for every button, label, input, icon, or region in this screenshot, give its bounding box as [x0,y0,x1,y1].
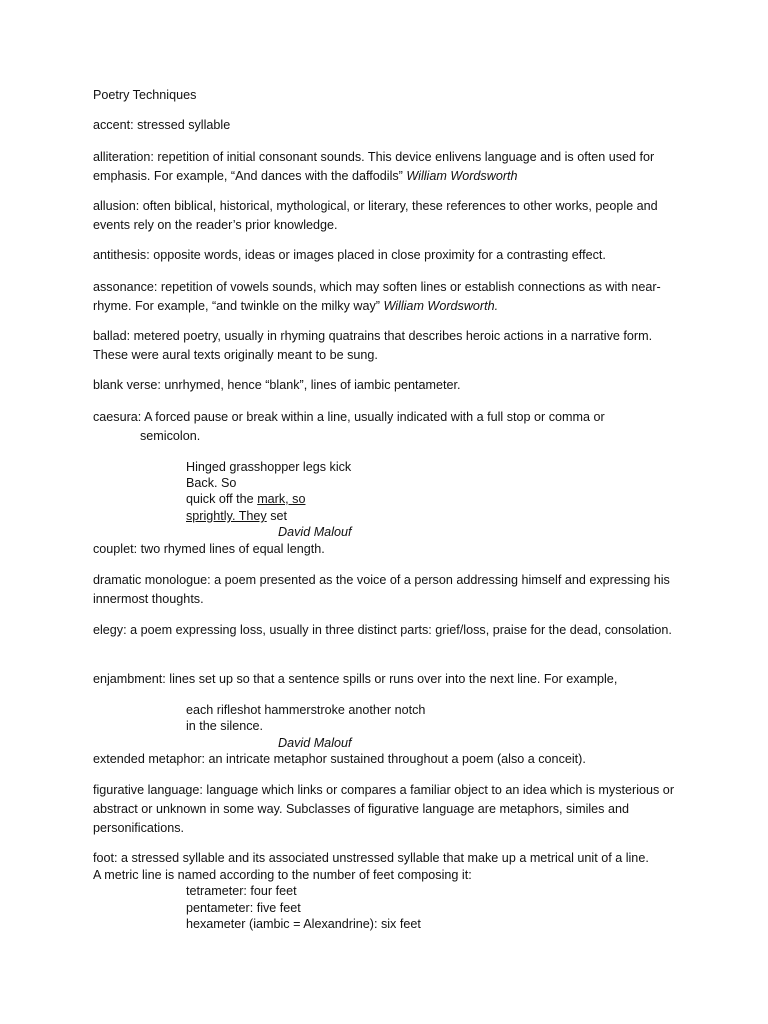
caesura-poem-line3-b: mark, so [257,492,306,506]
entry-assonance [93,278,683,316]
entry-enjambment: enjambment: lines set up so that a sentence spills or runs over into the next line. For example, [93,672,618,686]
caesura-poem-line3-a: quick off the [186,492,258,506]
assonance-author: William Wordsworth. [383,299,499,313]
alliteration-text: alliteration: repetition of initial consonant sounds. This device enlivens language and is often used for emphasis. For example, “And dances with the daffodils” [93,150,655,183]
foot-tetrameter: tetrameter: four feet [186,884,297,898]
assonance-text: assonance: repetition of vowels sounds, which may soften lines or establish connections as with near-rhyme. For example, “and twinkle on the milky way” [93,280,661,313]
enjambment-poem-author: David Malouf [278,736,352,750]
caesura-poem-line4-a: sprightly. They [186,509,267,523]
caesura-poem-line4-b: set [266,509,288,523]
enjambment-poem-line2: in the silence. [186,719,264,733]
foot-pentameter: pentameter: five feet [186,901,301,915]
entry-foot-line2: A metric line is named according to the number of feet composing it: [93,868,472,882]
entry-alliteration [93,148,683,186]
entry-dramatic-monologue: dramatic monologue: a poem presented as the voice of a person addressing himself and expressing his innermost thoughts. [93,573,670,606]
entry-elegy: elegy: a poem expressing loss, usually in three distinct parts: grief/loss, praise for the dead, consolation. [93,623,672,637]
caesura-poem-line3 [186,491,305,508]
entry-accent: accent: stressed syllable [93,118,231,132]
entry-ballad: ballad: metered poetry, usually in rhyming quatrains that describes heroic actions in a narrative form. These were aural texts originally meant to be sung. [93,329,653,362]
entry-blank-verse: blank verse: unrhymed, hence “blank”, lines of iambic pentameter. [93,378,461,392]
entry-foot-line1: foot: a stressed syllable and its associated unstressed syllable that make up a metrical unit of a line. [93,851,649,865]
entry-couplet: couplet: two rhymed lines of equal length. [93,542,325,556]
entry-caesura-line1: caesura: A forced pause or break within a line, usually indicated with a full stop or comma or [93,410,605,424]
entry-extended-metaphor: extended metaphor: an intricate metaphor sustained throughout a poem (also a conceit). [93,752,586,766]
caesura-poem-author: David Malouf [278,525,352,539]
entry-caesura-line2: semicolon. [140,429,201,443]
alliteration-author: William Wordsworth [406,169,518,183]
caesura-poem-line2: Back. So [186,476,237,490]
page-title: Poetry Techniques [93,88,197,102]
enjambment-poem-line1: each rifleshot hammerstroke another notch [186,703,426,717]
foot-hexameter: hexameter (iambic = Alexandrine): six feet [186,917,421,931]
entry-figurative-language: figurative language: language which links or compares a familiar object to an idea which is mysterious or abstract or unknown in some way. Subclasses of figurative language are metaphors, similes and personifications. [93,783,675,835]
entry-allusion: allusion: often biblical, historical, mythological, or literary, these references to other works, people and events rely on the reader’s prior knowledge. [93,199,658,232]
caesura-poem-line1: Hinged grasshopper legs kick [186,460,352,474]
entry-antithesis: antithesis: opposite words, ideas or images placed in close proximity for a contrasting effect. [93,248,606,262]
caesura-poem-line4 [186,508,287,525]
